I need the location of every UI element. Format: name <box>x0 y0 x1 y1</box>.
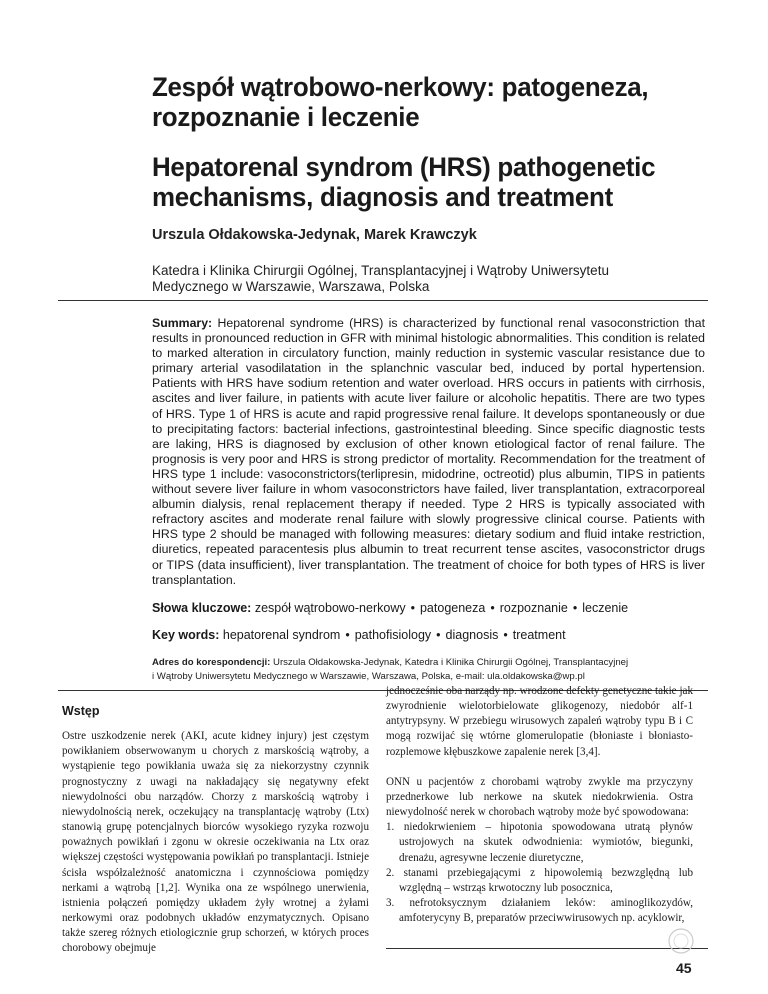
header-divider <box>58 300 708 301</box>
keyword-separator: • <box>572 601 578 615</box>
title-polish-line2: rozpoznanie i leczenie <box>152 102 420 132</box>
list-item: 1. niedokrwieniem – hipotonia spowodowana utratą płynów ustrojowych na skutek odwodnienia: wymiotów, biegunki, drenażu, agresywne leczenie diuretyczne, <box>386 821 693 864</box>
abstract-text: Hepatorenal syndrome (HRS) is characterized by functional renal vasoconstriction that results in pronounced reduction in GFR with minimal histologic abnormalities. This condition is related to marked alteration in circulatory function, mainly reduction in systemic vascular resistance due to primary arterial vasodilatation in the splanchnic vascular bed, induced by portal hypertension. Patients with HRS have sodium retention and water overload. HRS occurs in patients with cirrhosis, ascites and liver failure, in patients with acute liver failure or alcoholic hepatitis. There are two types of HRS. Type 1 of HRS is acute and rapid progressive renal failure. It develops spontaneously or due to precipitating factors: bacterial infections, gastrointestinal bleeding. Since specific diagnostic tests are laking, HRS is diagnosed by exclusion of other known etiological factor of renal failure. The prognosis is very poor and HRS is strong predictor of mortality. Recommendation for the treatment of HRS type 1 include: vasoconstrictors(terlipresin, midodrine, octreotid) plus albumin, TIPS in patients without severe liver failure in whom vasoconstrictors have failed, liver transplantation, extracorporeal albumin dialysis, renal replacement therapy if needed. Type 2 HRS is typically associated with refractory ascites and moderate renal failure with slowly progressive clinical course. Patients with HRS type 2 should be managed with following measures: dietary sodium and fluid intake restriction, diuretics, repeated paracentesis plus albumin to treat recurrent tense ascites, vasoconstrictor drugs or TIPS (data insufficient), liver transplantation. The treatment of choice for both types of HRS is liver transplantation. <box>152 316 705 587</box>
correspondence-label: Adres do korespondencji: <box>152 657 271 668</box>
paragraph-genetic: jednocześnie oba narządy np. wrodzone defekty genetyczne takie jak zwyrodnienie wielotorbielowate glikogenozy, niedobór alf-1 antytrypsyny. W przebiegu wirusowych zapaleń wątroby typu B i C mogą rozwijać się wtórne glomerulopatie (błoniaste i błoniasto-rozplemowe kłębuszkowe zapalenie nerek [3,4]. <box>386 685 693 758</box>
keywords-english <box>152 628 566 642</box>
list-item: 3. nefrotoksycznym działaniem leków: aminoglikozydów, amfoterycyny B, preparatów przeciwwirusowych np. acyklowir, <box>386 897 693 925</box>
correspondence-line2: i Wątroby Uniwersytetu Medycznego w Warszawie, Warszawa, Polska, e-mail: ula.oldakowska@wp.pl <box>152 671 585 682</box>
keyword-pl-1: zespół wątrobowo-nerkowy <box>254 601 406 615</box>
affiliation-line1: Katedra i Klinika Chirurgii Ogólnej, Transplantacyjnej i Wątroby Uniwersytetu <box>152 263 609 278</box>
abstract-label: Summary: <box>152 316 213 330</box>
authors: Urszula Ołdakowska-Jedynak, Marek Krawczyk <box>152 227 477 243</box>
keyword-separator: • <box>490 601 495 615</box>
keyword-separator: • <box>436 628 441 642</box>
affiliation-line2: Medycznego w Warszawie, Warszawa, Polska <box>152 279 430 294</box>
keyword-separator: • <box>345 628 350 642</box>
list-item: 2. stanami przebiegającymi z hipowolemią bezwzględną lub względną – wstrząs krwotoczny lub posocznica, <box>386 866 693 894</box>
title-english-line2: mechanisms, diagnosis and treatment <box>152 182 613 212</box>
correspondence <box>152 656 712 684</box>
keyword-pl-4: leczenie <box>582 601 629 615</box>
keyword-pl-3: rozpoznanie <box>499 601 568 615</box>
title-polish <box>152 72 670 132</box>
footer-divider <box>386 948 708 949</box>
keyword-en-4: treatment <box>512 628 566 642</box>
page-number: 45 <box>676 960 692 976</box>
left-column <box>62 704 369 972</box>
causes-list <box>386 820 693 926</box>
paragraph-onn: ONN u pacjentów z chorobami wątroby zwykle ma przyczyny przednerkowe lub nerkowe na skutek niedokrwienia. Ostra niewydolność nerek w chorobach wątroby może być spowodowana: <box>386 775 693 819</box>
keyword-en-2: pathofisiology <box>354 628 432 642</box>
title-english-line1: Hepatorenal syndrom (HRS) pathogenetic <box>152 152 656 182</box>
correspondence-line1: Urszula Ołdakowska-Jedynak, Katedra i Klinika Chirurgii Ogólnej, Transplantacyjnej <box>273 657 629 668</box>
keyword-en-3: diagnosis <box>445 628 499 642</box>
keywords-polish <box>152 601 628 615</box>
keyword-separator: • <box>503 628 508 642</box>
keywords-english-label: Key words: <box>152 628 220 642</box>
affiliation <box>152 263 672 295</box>
keyword-pl-2: patogeneza <box>419 601 486 615</box>
title-polish-line1: Zespół wątrobowo-nerkowy: patogeneza, <box>152 72 649 102</box>
keyword-separator: • <box>410 601 415 615</box>
intro-paragraph: Ostre uszkodzenie nerek (AKI, acute kidney injury) jest częstym powikłaniem obserwowanym u chorych z marskością wątroby, a wystąpienie tego powikłania uważa się za niekorzystny czynnik prognostyczny z uwagi na nakładający się negatywny efekt niewydolności obu narządów. Chorzy z marskością wątroby i niewydolnością nerek, oczekujący na transplantację wątroby (Ltx) stanowią grupę potencjalnych biorców wysokiego ryzyka rozwoju poważnych powikłań i zgonu w okresie oczekiwania na Ltx oraz większej częstości występowania powikłań po transplantacji. Istnieje ścisła współzależność anatomiczna i czynnościowa pomiędzy nerkami a wątrobą [1,2]. Wynika ona ze wspólnego unerwienia, istnienia połączeń pomiędzy układem żyły wrotnej a żyłami nerkowymi oraz podobnych układów enzymatycznych. Opisano także szereg różnych etiologicznie grup schorzeń, w których proces chorobowy obejmuje <box>62 730 369 955</box>
section-heading-intro: Wstęp <box>62 704 100 718</box>
keywords-polish-label: Słowa kluczowe: <box>152 601 252 615</box>
keyword-en-1: hepatorenal syndrom <box>222 628 341 642</box>
journal-logo-icon <box>666 926 696 956</box>
abstract <box>152 316 705 588</box>
right-column <box>386 684 693 926</box>
title-english <box>152 152 670 212</box>
